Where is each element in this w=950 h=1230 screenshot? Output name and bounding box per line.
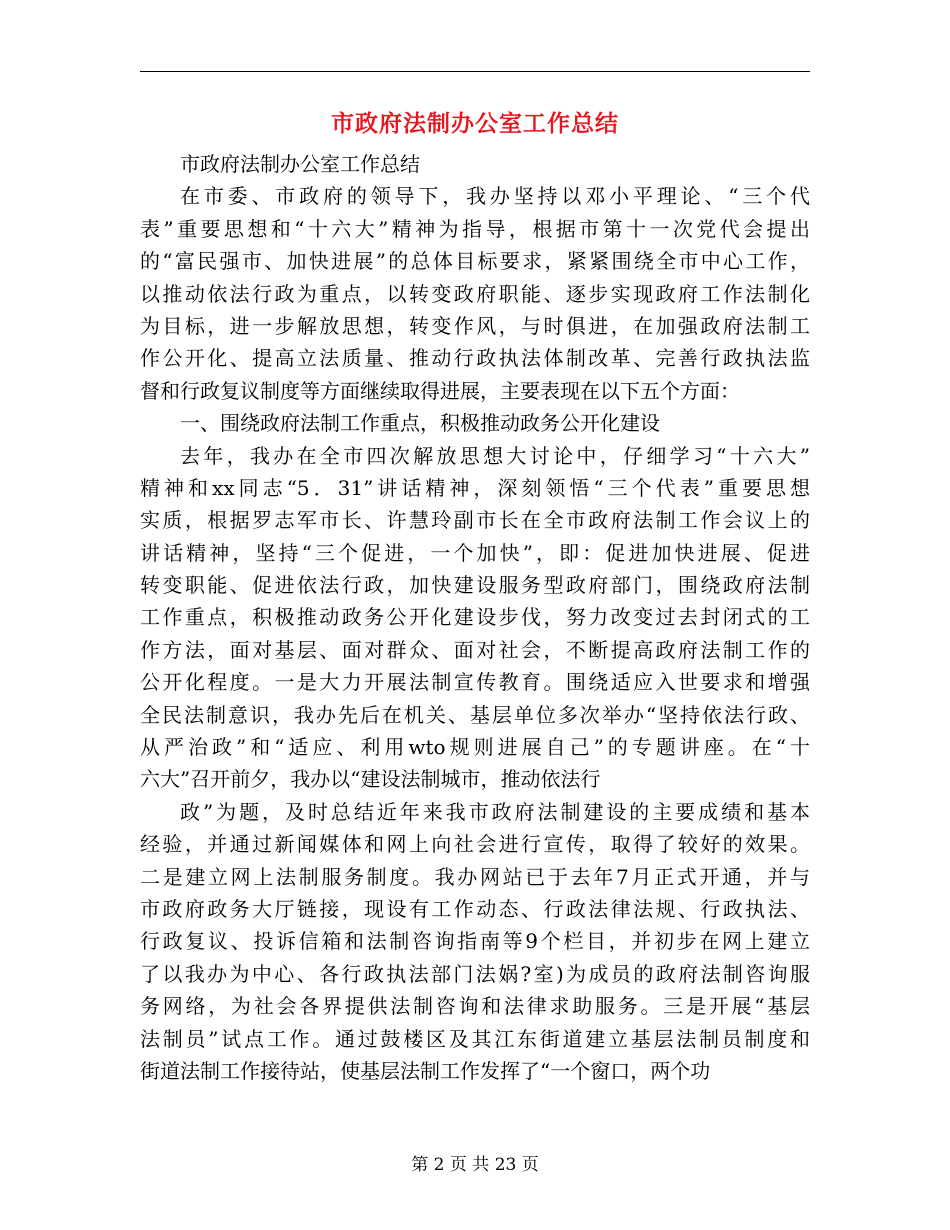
text-line: 市政府法制办公室工作总结 xyxy=(180,152,420,176)
text-line: 法制员”试点工作。通过鼓楼区及其江东街道建立基层法制员制度和 xyxy=(140,1026,810,1051)
page-number: 第 2 页 共 23 页 xyxy=(411,1155,539,1175)
text-line: 行政复议、投诉信箱和法制咨询指南等9个栏目，并初步在网上建立 xyxy=(140,929,810,954)
text-line: 在市委、市政府的领导下，我办坚持以邓小平理论、“三个代 xyxy=(180,184,810,209)
document-body xyxy=(140,148,810,1087)
text-line: 转变职能、促进依法行政，加快建设服务型政府部门，围绕政府法制 xyxy=(140,573,810,598)
text-line: 表”重要思想和“十六大”精神为指导，根据市第十一次党代会提出 xyxy=(140,216,810,241)
text-line: 政”为题，及时总结近年来我市政府法制建设的主要成绩和基本 xyxy=(180,799,810,824)
text-line: 实质，根据罗志军市长、许慧玲副市长在全市政府法制工作会议上的 xyxy=(140,508,810,533)
text-line: 全民法制意识，我办先后在机关、基层单位多次举办“坚持依法行政、 xyxy=(140,702,810,727)
text-line: 从严治政”和“适应、利用wto规则进展自己”的专题讲座。在“十 xyxy=(140,735,810,760)
text-line: 讲话精神，坚持“三个促进，一个加快”，即：促进加快进展、促进 xyxy=(140,540,810,565)
text-line: 了以我办为中心、各行政执法部门法娲?室)为成员的政府法制咨询服 xyxy=(140,961,810,986)
text-line: 公开化程度。一是大力开展法制宣传教育。围绕适应入世要求和增强 xyxy=(140,670,810,695)
text-line: 市政府政务大厅链接，现设有工作动态、行政法律法规、行政执法、 xyxy=(140,896,810,921)
header-rule xyxy=(140,71,810,72)
text-line: 去年，我办在全市四次解放思想大讨论中，仔细学习“十六大” xyxy=(180,443,810,468)
text-line: 经验，并通过新闻媒体和网上向社会进行宣传，取得了较好的效果。 xyxy=(140,832,810,857)
text-line: 作公开化、提高立法质量、推动行政执法体制改革、完善行政执法监 xyxy=(140,346,810,371)
text-line: 精神和xx同志“5．31”讲话精神，深刻领悟“三个代表”重要思想 xyxy=(140,475,810,500)
document-title: 市政府法制办公室工作总结 xyxy=(331,110,619,137)
text-line: 六大”召开前夕，我办以“建设法制城市，推动依法行 xyxy=(140,767,601,792)
text-line: 一、围绕政府法制工作重点，积极推动政务公开化建设 xyxy=(180,411,660,436)
text-line: 为目标，进一步解放思想，转变作风，与时俱进，在加强政府法制工 xyxy=(140,313,810,338)
text-line: 务网络，为社会各界提供法制咨询和法律求助服务。三是开展“基层 xyxy=(140,994,810,1019)
text-line: 街道法制工作接待站，使基层法制工作发挥了“一个窗口，两个功 xyxy=(140,1058,711,1083)
text-line: 的“富民强市、加快进展”的总体目标要求，紧紧围绕全市中心工作， xyxy=(140,249,810,274)
text-line: 作方法，面对基层、面对群众、面对社会，不断提高政府法制工作的 xyxy=(140,637,810,662)
text-line: 以推动依法行政为重点，以转变政府职能、逐步实现政府工作法制化 xyxy=(140,281,810,306)
text-line: 二是建立网上法制服务制度。我办网站已于去年7月正式开通，并与 xyxy=(140,864,810,889)
text-line: 工作重点，积极推动政务公开化建设步伐，努力改变过去封闭式的工 xyxy=(140,605,810,630)
text-line: 督和行政复议制度等方面继续取得进展，主要表现在以下五个方面： xyxy=(140,378,740,403)
